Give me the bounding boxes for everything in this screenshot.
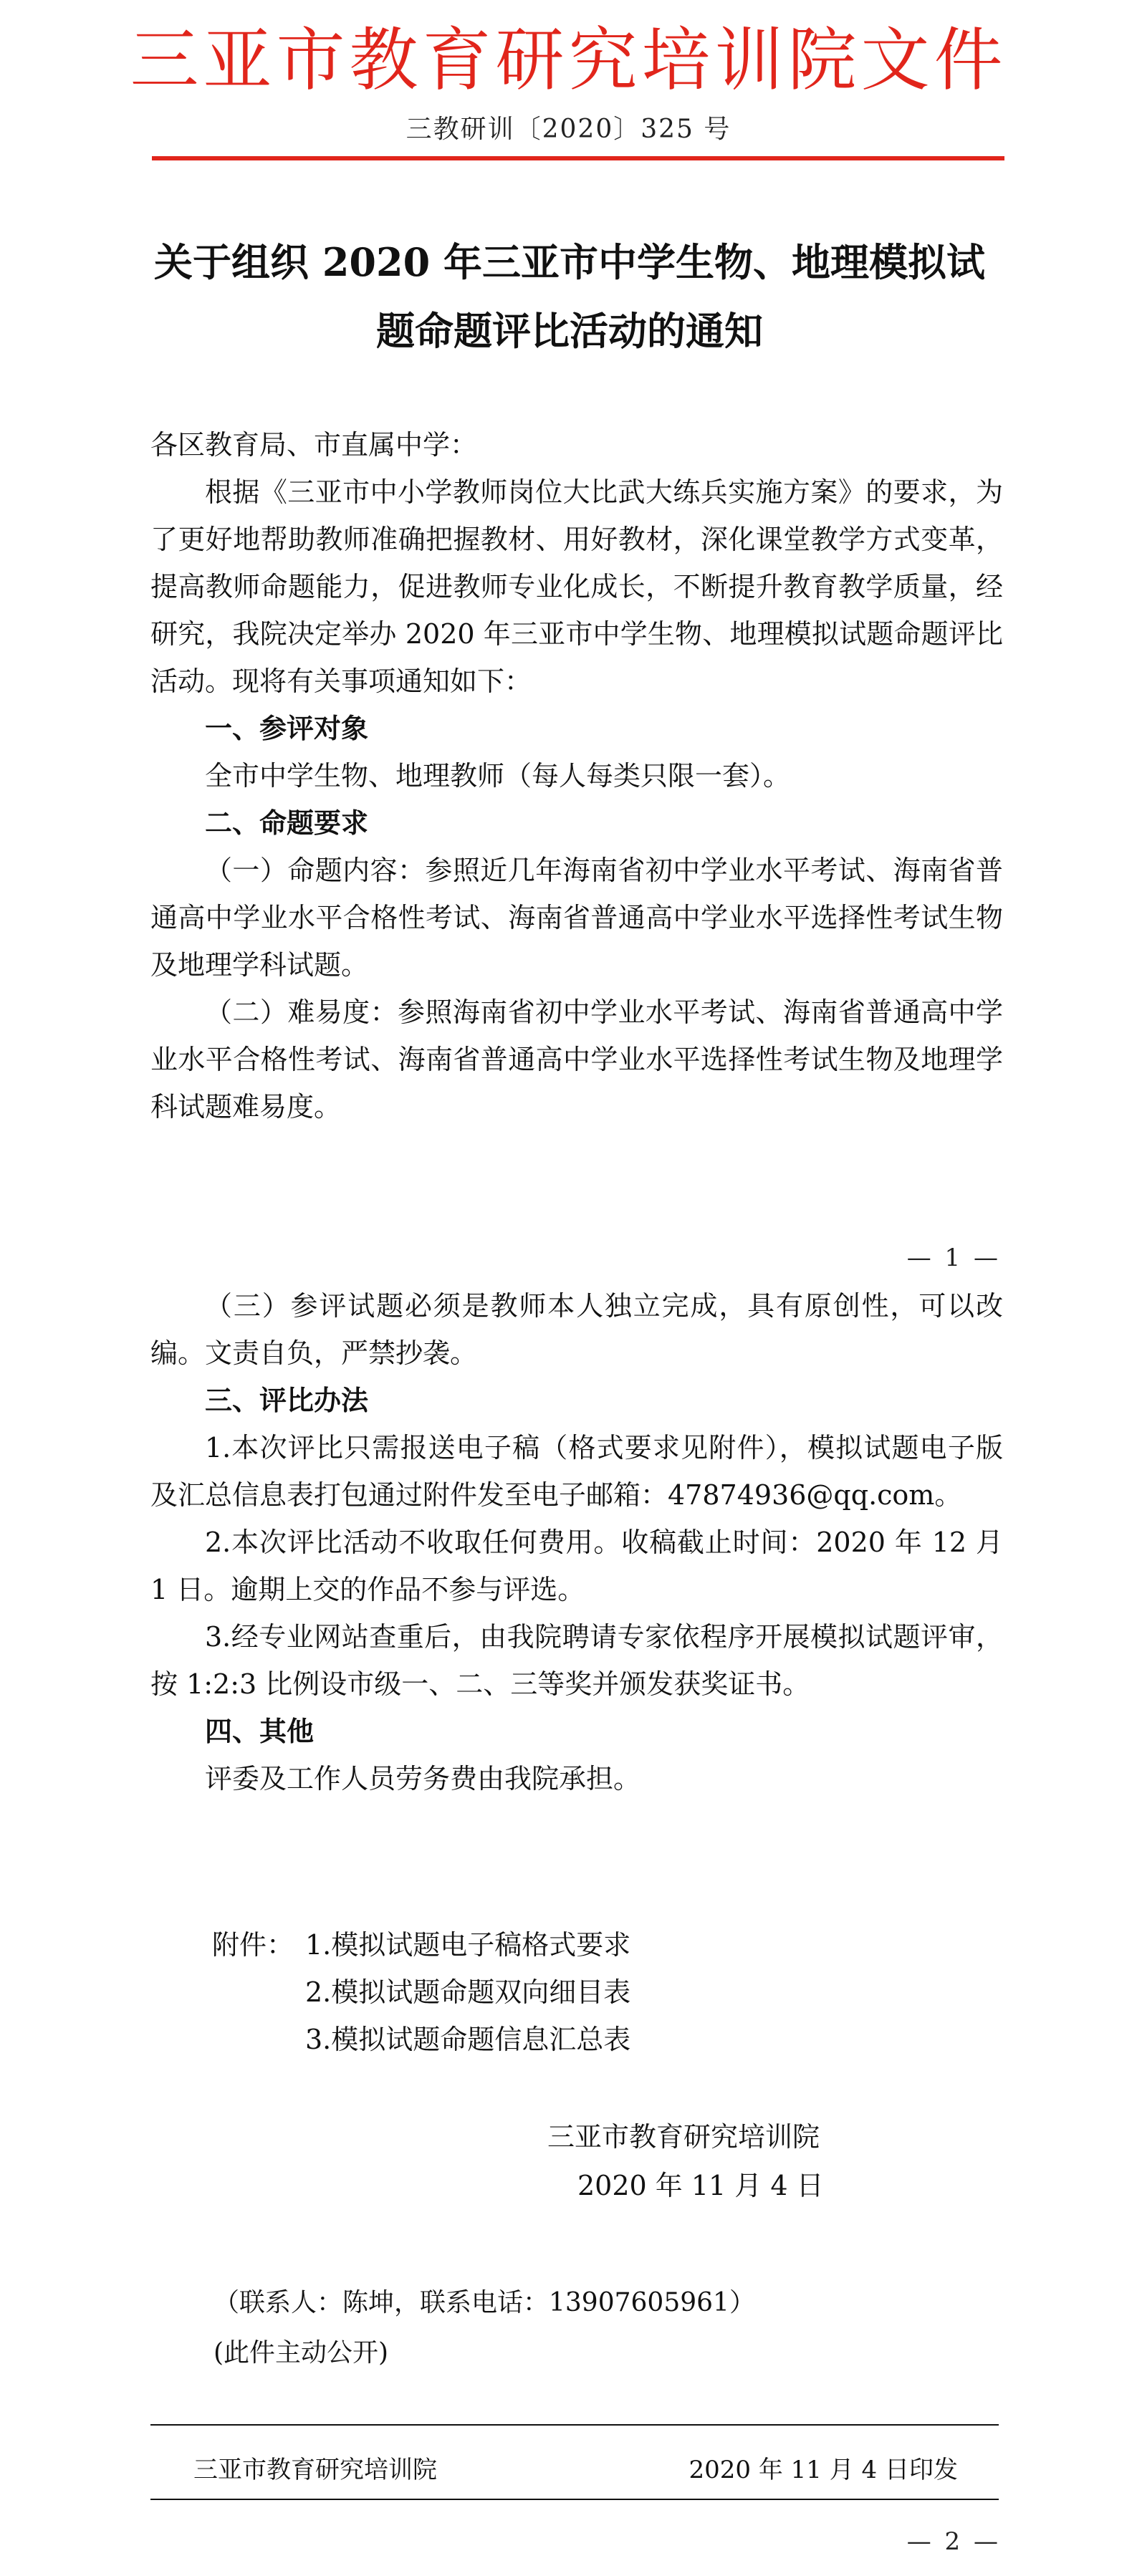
section3-item2: 2.本次评比活动不收取任何费用。收稿截止时间：2020 年 12 月 1 日。逾期上交的作品不参与评选。: [150, 1527, 1003, 1605]
section4-heading: 四、其他: [205, 1715, 315, 1747]
section3-item1: 1.本次评比只需报送电子稿（格式要求见附件），模拟试题电子版及汇总信息表打包通过附件发至电子邮箱：47874936@qq.com。: [150, 1432, 1003, 1511]
section3-item3: 3.经专业网站查重后，由我院聘请专家依程序开展模拟试题评审，按 1:2:3 比例设市级一、二、三等奖并颁发获奖证书。: [150, 1621, 1003, 1700]
page2-body: [150, 1282, 1003, 1802]
page1-body: [150, 421, 1003, 1130]
signature-org: 三亚市教育研究培训院: [547, 2121, 820, 2153]
contact-line: （联系人：陈坤，联系电话：13907605961）: [214, 2288, 755, 2317]
section2-heading: 二、命题要求: [205, 807, 369, 839]
notice-title-line2: 题命题评比活动的通知: [376, 308, 763, 354]
section1-heading: 一、参评对象: [205, 712, 369, 744]
notice-title-line1: 关于组织 2020 年三亚市中学生物、地理模拟试: [154, 239, 985, 285]
org-title: 三亚市教育研究培训院文件: [130, 20, 1007, 100]
footer-top-rule: [150, 2424, 999, 2426]
section1-text: 全市中学生物、地理教师（每人每类只限一套）。: [205, 760, 791, 792]
contact-block: [214, 2278, 755, 2378]
section4-text: 评委及工作人员劳务费由我院承担。: [205, 1763, 641, 1794]
intro-paragraph: 根据《三亚市中小学教师岗位大比武大练兵实施方案》的要求，为了更好地帮助教师准确把握教材、用好教材，深化课堂教学方式变革，提高教师命题能力，促进教师专业化成长，不断提升教育教学质量，经研究，我院决定举办 2020 年三亚市中学生物、地理模拟试题命题评比活动。现将有关事项通知如下：: [150, 476, 1003, 697]
salutation: 各区教育局、市直属中学：: [150, 429, 478, 461]
attachment-row: [212, 1969, 630, 2016]
attachment-row: [212, 2016, 630, 2063]
notice-title: [136, 228, 1003, 365]
attachments-label: 附件：: [212, 1929, 294, 1961]
attachment-item-3: 3.模拟试题命题信息汇总表: [305, 2024, 631, 2055]
page2-number: — 2 —: [906, 2527, 1001, 2556]
doc-number: 三教研训〔2020〕325 号: [406, 115, 731, 144]
section2-item1: （一）命题内容：参照近几年海南省初中学业水平考试、海南省普通高中学业水平合格性考试、海南省普通高中学业水平选择性考试生物及地理学科试题。: [150, 855, 1003, 981]
attachments-list: [212, 1921, 630, 2063]
footer-print-date: 2020 年 11 月 4 日印发: [689, 2456, 958, 2484]
footer-issuer: 三亚市教育研究培训院: [193, 2456, 437, 2484]
attachment-item-1: 1.模拟试题电子稿格式要求: [305, 1929, 631, 1961]
attachment-item-2: 2.模拟试题命题双向细目表: [305, 1976, 631, 2008]
signature-date: 2020 年 11 月 4 日: [577, 2170, 824, 2201]
section2-item3: （三）参评试题必须是教师本人独立完成，具有原创性，可以改编。文责自负，严禁抄袭。: [150, 1290, 1003, 1369]
page1-number: — 1 —: [906, 1244, 1001, 1272]
section2-item2: （二）难易度：参照海南省初中学业水平考试、海南省普通高中学业水平合格性考试、海南省普通高中学业水平选择性考试生物及地理学科试题难易度。: [150, 996, 1003, 1123]
footer-bottom-rule: [150, 2499, 999, 2500]
section3-heading: 三、评比办法: [205, 1384, 369, 1416]
public-note: (此件主动公开): [214, 2338, 389, 2368]
attachment-row: [212, 1921, 630, 1969]
header-red-rule: [152, 156, 1004, 160]
